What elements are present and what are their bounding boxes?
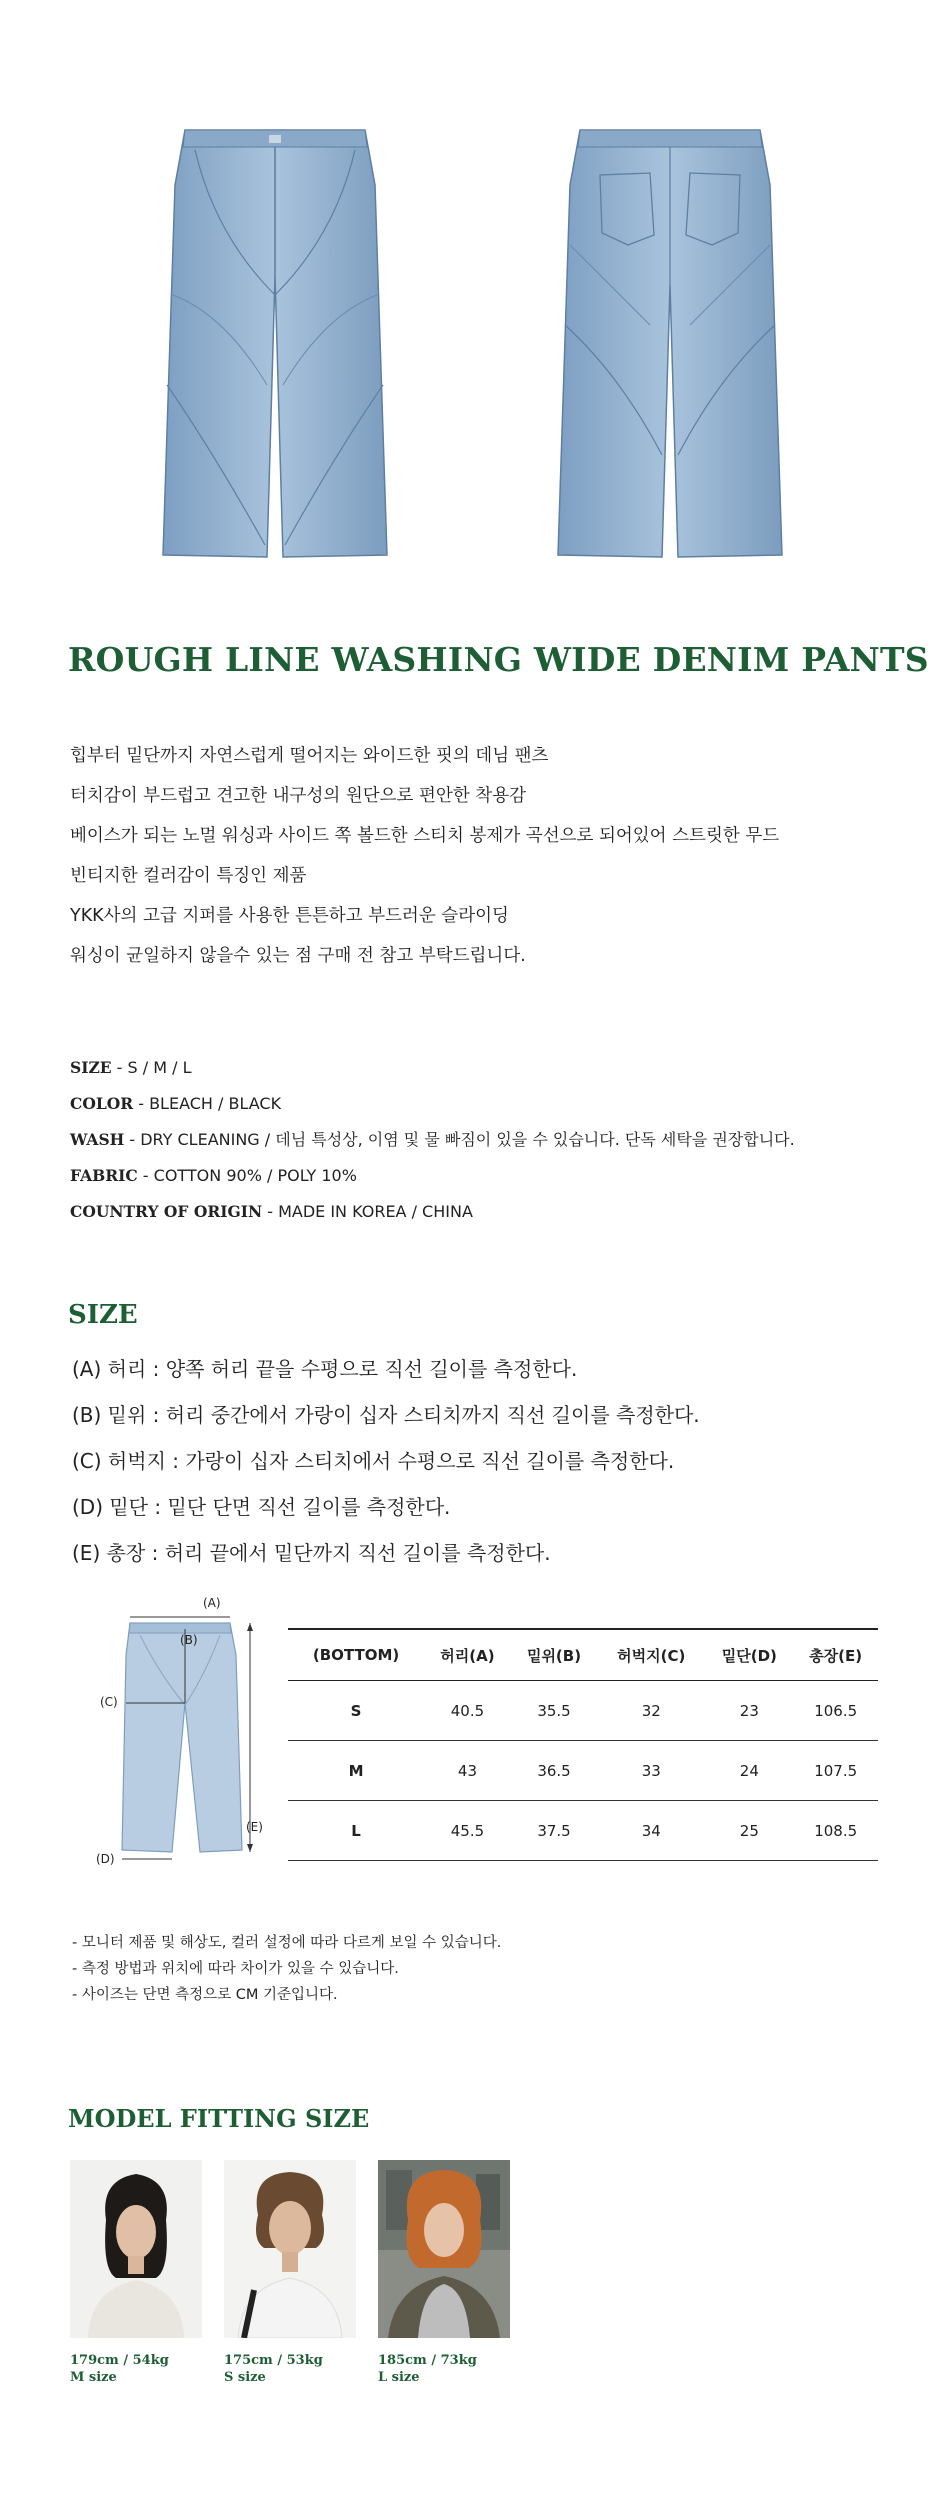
diagram-label-a: (A)	[203, 1596, 221, 1610]
measure-line: (E) 총장 : 허리 끝에서 밑단까지 직선 길이를 측정한다.	[72, 1541, 551, 1565]
table-cell: 35.5	[511, 1681, 597, 1741]
size-diagram	[90, 1595, 270, 1865]
measure-line: (A) 허리 : 양쪽 허리 끝을 수평으로 직선 길이를 측정한다.	[72, 1357, 578, 1381]
model-photo	[224, 2160, 356, 2338]
spec-size: SIZE - S / M / L	[70, 1058, 192, 1077]
size-heading: SIZE	[68, 1300, 138, 1330]
note-line: - 모니터 제품 및 해상도, 컬러 설정에 따라 다르게 보일 수 있습니다.	[72, 1935, 502, 1951]
col-header: 허벅지(C)	[597, 1629, 705, 1681]
table-cell: L	[288, 1801, 424, 1861]
col-header: 총장(E)	[793, 1629, 878, 1681]
diagram-label-b: (B)	[180, 1633, 198, 1647]
size-notes	[72, 1930, 501, 2008]
col-header: 밑위(B)	[511, 1629, 597, 1681]
table-cell: 37.5	[511, 1801, 597, 1861]
product-title: ROUGH LINE WASHING WIDE DENIM PANTS	[68, 640, 929, 679]
model-photo	[378, 2160, 510, 2338]
product-description	[70, 736, 779, 976]
spec-fabric: FABRIC - COTTON 90% / POLY 10%	[70, 1166, 357, 1185]
measure-line: (D) 밑단 : 밑단 단면 직선 길이를 측정한다.	[72, 1495, 451, 1519]
table-cell: 33	[597, 1741, 705, 1801]
size-table	[288, 1628, 878, 1861]
spec-origin: COUNTRY OF ORIGIN - MADE IN KOREA / CHINA	[70, 1202, 473, 1221]
diagram-label-c: (C)	[100, 1695, 118, 1709]
measure-line: (C) 허벅지 : 가랑이 십자 스티치에서 수평으로 직선 길이를 측정한다.	[72, 1449, 675, 1473]
description-line: 베이스가 되는 노멀 워싱과 사이드 쪽 볼드한 스티치 봉제가 곡선으로 되어있어 스트릿한 무드	[70, 826, 780, 846]
description-line: 빈티지한 컬러감이 특징인 제품	[70, 866, 307, 886]
measure-line: (B) 밑위 : 허리 중간에서 가랑이 십자 스티치까지 직선 길이를 측정한다.	[72, 1403, 700, 1427]
table-cell: 24	[705, 1741, 793, 1801]
model-caption: 175cm / 53kg S size	[224, 2353, 323, 2385]
col-header: 허리(A)	[424, 1629, 511, 1681]
description-line: 힙부터 밑단까지 자연스럽게 떨어지는 와이드한 핏의 데님 팬츠	[70, 746, 549, 766]
table-cell: 106.5	[793, 1681, 878, 1741]
description-line: 워싱이 균일하지 않을수 있는 점 구매 전 참고 부탁드립니다.	[70, 946, 526, 966]
spec-wash: WASH - DRY CLEANING / 데님 특성상, 이염 및 물 빠짐이 있을 수 있습니다. 단독 세탁을 권장합니다.	[70, 1130, 795, 1149]
table-cell: 108.5	[793, 1801, 878, 1861]
model-card-3	[378, 2160, 510, 2386]
model-caption: 179cm / 54kg M size	[70, 2353, 169, 2385]
table-cell: 45.5	[424, 1801, 511, 1861]
product-photo-front	[155, 125, 395, 565]
description-line: 터치감이 부드럽고 견고한 내구성의 원단으로 편안한 착용감	[70, 786, 526, 806]
table-cell: 25	[705, 1801, 793, 1861]
table-row	[288, 1741, 878, 1801]
product-specs	[70, 1050, 795, 1230]
table-cell: 34	[597, 1801, 705, 1861]
table-row	[288, 1681, 878, 1741]
model-caption: 185cm / 73kg L size	[378, 2353, 477, 2385]
product-photo-back	[550, 125, 790, 565]
model-fitting-heading: MODEL FITTING SIZE	[68, 2104, 370, 2133]
model-card-1	[70, 2160, 202, 2386]
table-cell: 43	[424, 1741, 511, 1801]
table-cell: 23	[705, 1681, 793, 1741]
table-cell: 36.5	[511, 1741, 597, 1801]
diagram-label-d: (D)	[96, 1852, 115, 1866]
model-photo	[70, 2160, 202, 2338]
table-cell: S	[288, 1681, 424, 1741]
table-cell: 40.5	[424, 1681, 511, 1741]
col-header: 밑단(D)	[705, 1629, 793, 1681]
table-row	[288, 1801, 878, 1861]
note-line: - 측정 방법과 위치에 따라 차이가 있을 수 있습니다.	[72, 1961, 399, 1977]
table-cell: M	[288, 1741, 424, 1801]
table-cell: 107.5	[793, 1741, 878, 1801]
size-table-header	[288, 1629, 878, 1681]
description-line: YKK사의 고급 지퍼를 사용한 튼튼하고 부드러운 슬라이딩	[70, 906, 509, 926]
spec-color: COLOR - BLEACH / BLACK	[70, 1094, 282, 1113]
note-line: - 사이즈는 단면 측정으로 CM 기준입니다.	[72, 1987, 338, 2003]
col-header: (BOTTOM)	[288, 1629, 424, 1681]
table-cell: 32	[597, 1681, 705, 1741]
model-card-2	[224, 2160, 356, 2386]
size-measure-guide	[72, 1346, 700, 1576]
diagram-label-e: (E)	[246, 1820, 263, 1834]
